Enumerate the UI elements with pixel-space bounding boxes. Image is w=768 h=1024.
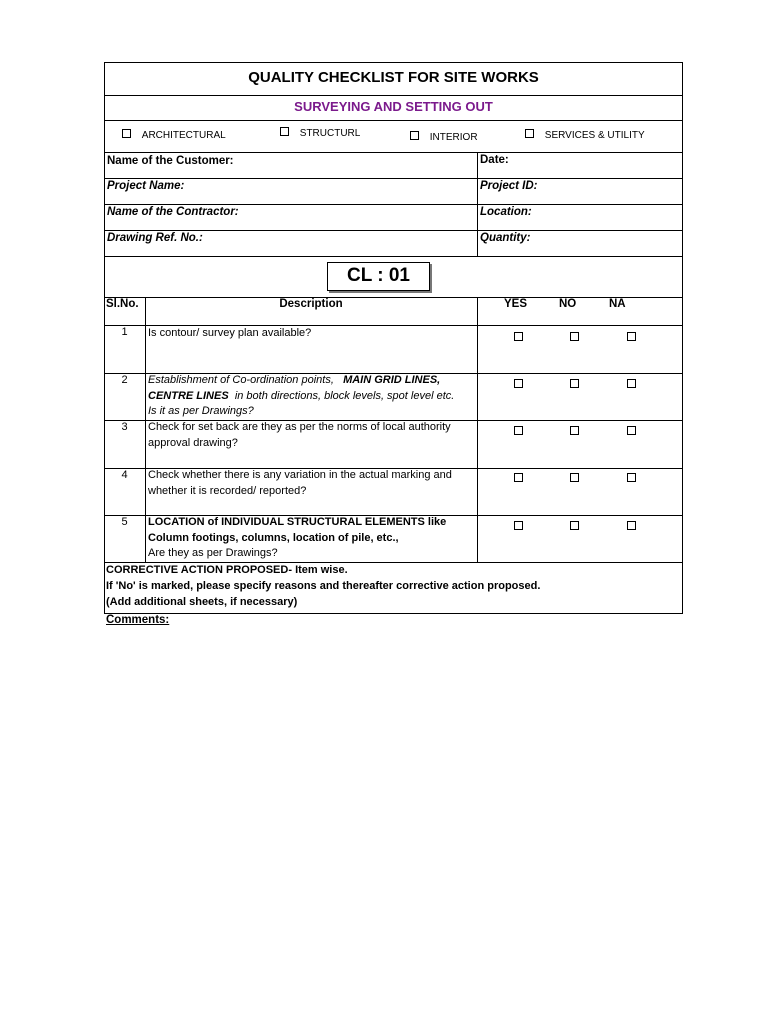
checklist-code-badge: CL : 01 — [327, 262, 430, 291]
row-2-yes-checkbox[interactable] — [514, 379, 523, 388]
contractor-name-label: Name of the Contractor: — [107, 206, 239, 218]
checkbox-icon[interactable] — [280, 127, 289, 136]
row-1-no-checkbox[interactable] — [570, 332, 579, 341]
checkbox-icon[interactable] — [410, 131, 419, 140]
row-2-description: Establishment of Co-ordination points, MAIN GRID LINES, CENTRE LINES in both directions, block levels, spot level etc. Is it as per Drawings? — [148, 374, 455, 417]
form-title: QUALITY CHECKLIST FOR SITE WORKS — [248, 69, 539, 86]
row-3-no-checkbox[interactable] — [570, 426, 579, 435]
row-2-no-checkbox[interactable] — [570, 379, 579, 388]
row-4-na-checkbox[interactable] — [627, 473, 636, 482]
row-3-yes-checkbox[interactable] — [514, 426, 523, 435]
col-slno: Sl.No. — [106, 298, 139, 310]
row-5-no-checkbox[interactable] — [570, 521, 579, 530]
row-1-number: 1 — [121, 326, 128, 338]
row-3-na-checkbox[interactable] — [627, 426, 636, 435]
corrective-action-note: CORRECTIVE ACTION PROPOSED- Item wise. If 'No' is marked, please specify reasons and thereafter corrective action proposed. (Add additional sheets, if necessary) — [106, 564, 541, 608]
category-services-utility[interactable]: SERVICES & UTILITY — [525, 129, 645, 141]
col-no: NO — [559, 298, 577, 310]
project-id-label: Project ID: — [480, 180, 538, 192]
row-1-description: Is contour/ survey plan available? — [148, 327, 312, 339]
row-2-na-checkbox[interactable] — [627, 379, 636, 388]
row-5-number: 5 — [121, 516, 128, 528]
row-5-description: LOCATION of INDIVIDUAL STRUCTURAL ELEMENTS like Column footings, columns, location of pile, etc., Are they as per Drawings? — [148, 516, 447, 559]
row-4-number: 4 — [121, 469, 128, 481]
form-subtitle: SURVEYING AND SETTING OUT — [294, 99, 493, 114]
row-4-description: Check whether there is any variation in the actual marking and whether it is recorded/ reported? — [148, 469, 452, 497]
row-3-description: Check for set back are they as per the norms of local authority approval drawing? — [148, 421, 451, 449]
row-5-yes-checkbox[interactable] — [514, 521, 523, 530]
quantity-label: Quantity: — [480, 232, 531, 244]
drawing-ref-label: Drawing Ref. No.: — [107, 232, 203, 244]
checkbox-icon[interactable] — [122, 129, 131, 138]
row-4-no-checkbox[interactable] — [570, 473, 579, 482]
checkbox-icon[interactable] — [525, 129, 534, 138]
category-architectural[interactable]: ARCHITECTURAL — [122, 129, 226, 141]
category-interior[interactable]: INTERIOR — [410, 131, 478, 143]
row-5-na-checkbox[interactable] — [627, 521, 636, 530]
col-na: NA — [609, 298, 626, 310]
project-name-label: Project Name: — [107, 180, 185, 192]
row-4-yes-checkbox[interactable] — [514, 473, 523, 482]
location-label: Location: — [480, 206, 532, 218]
row-1-yes-checkbox[interactable] — [514, 332, 523, 341]
row-1-na-checkbox[interactable] — [627, 332, 636, 341]
date-label: Date: — [480, 154, 509, 166]
col-yes: YES — [504, 298, 528, 310]
category-structural[interactable]: STRUCTURL — [280, 127, 360, 139]
col-description: Description — [279, 298, 343, 310]
comments-label: Comments: — [106, 614, 170, 626]
row-3-number: 3 — [121, 421, 128, 433]
customer-name-label: Name of the Customer: — [107, 155, 234, 167]
row-2-number: 2 — [121, 374, 128, 386]
